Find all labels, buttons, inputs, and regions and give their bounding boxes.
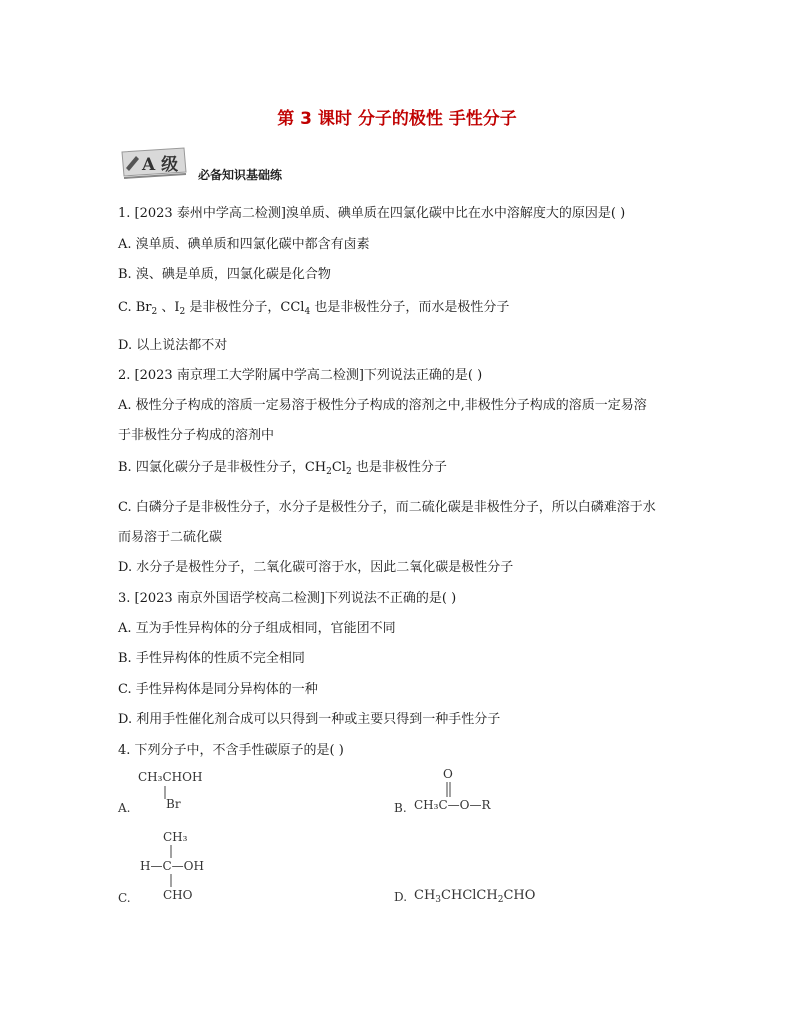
q4-c-bond-bottom (166, 874, 176, 888)
level-badge (118, 146, 188, 180)
q4-a-br: Br (166, 797, 181, 811)
q1-option-b: B. 溴、碘是单质，四氯化碳是化合物 (118, 267, 331, 282)
q4-a-formula-top: CH₃CHOH (138, 770, 203, 784)
q4-b-double-bond (442, 782, 456, 798)
q4-c-cho: CHO (163, 888, 193, 902)
section-label: 必备知识基础练 (198, 168, 283, 182)
q1-stem: 1. [2023 泰州中学高二检测]溴单质、碘单质在四氯化碳中比在水中溶解度大的原因是( ) (118, 206, 626, 221)
q4-d-label: D. (394, 890, 408, 904)
q2-option-c-line2: 而易溶于二硫化碳 (118, 530, 223, 545)
q1-option-c: C. $Br_2$ 、$I_2$ 是非极性分子，CCl$_4$ 也是非极性分子，而水是极性分子 (118, 300, 510, 317)
page-title: 第 3 课时 分子的极性 手性分子 (277, 109, 517, 129)
q4-b-formula: CH₃C—O—R (414, 798, 491, 812)
q3-option-c: C. 手性异构体是同分异构体的一种 (118, 682, 318, 697)
q3-option-d: D. 利用手性催化剂合成可以只得到一种或主要只得到一种手性分子 (118, 712, 501, 727)
q4-stem: 4. 下列分子中，不含手性碳原子的是( ) (118, 743, 344, 758)
q4-a-label: A. (118, 801, 131, 815)
q4-b-oxygen: O (443, 767, 453, 781)
q1-option-d: D. 以上说法都不对 (118, 338, 228, 353)
q4-c-bond-top (166, 845, 176, 859)
q4-d-formula: $CH_3CHClCH_2CHO$ (414, 888, 536, 905)
q4-c-ch3: CH₃ (163, 830, 188, 844)
q2-option-d: D. 水分子是极性分子，二氧化碳可溶于水，因此二氧化碳是极性分子 (118, 560, 514, 575)
q4-c-label: C. (118, 891, 131, 905)
q2-option-b: B. 四氯化碳分子是非极性分子，$CH_2Cl_2$ 也是非极性分子 (118, 460, 447, 477)
q2-stem: 2. [2023 南京理工大学附属中学高二检测]下列说法正确的是( ) (118, 368, 483, 383)
q1-option-a: A. 溴单质、碘单质和四氯化碳中都含有卤素 (118, 237, 370, 252)
badge-text: A 级 (142, 155, 179, 175)
q3-option-a: A. 互为手性异构体的分子组成相同，官能团不同 (118, 621, 396, 636)
q4-b-label: B. (394, 801, 407, 815)
q4-c-middle: H—C—OH (140, 859, 204, 873)
q2-option-a-line1: A. 极性分子构成的溶质一定易溶于极性分子构成的溶剂之中,非极性分子构成的溶质一定易溶 (118, 398, 647, 413)
q3-option-b: B. 手性异构体的性质不完全相同 (118, 651, 305, 666)
q2-option-a-line2: 于非极性分子构成的溶剂中 (118, 428, 275, 443)
q3-stem: 3. [2023 南京外国语学校高二检测]下列说法不正确的是( ) (118, 591, 457, 606)
q2-option-c-line1: C. 白磷分子是非极性分子，水分子是极性分子，而二硫化碳是非极性分子，所以白磷难溶于水 (118, 500, 656, 515)
